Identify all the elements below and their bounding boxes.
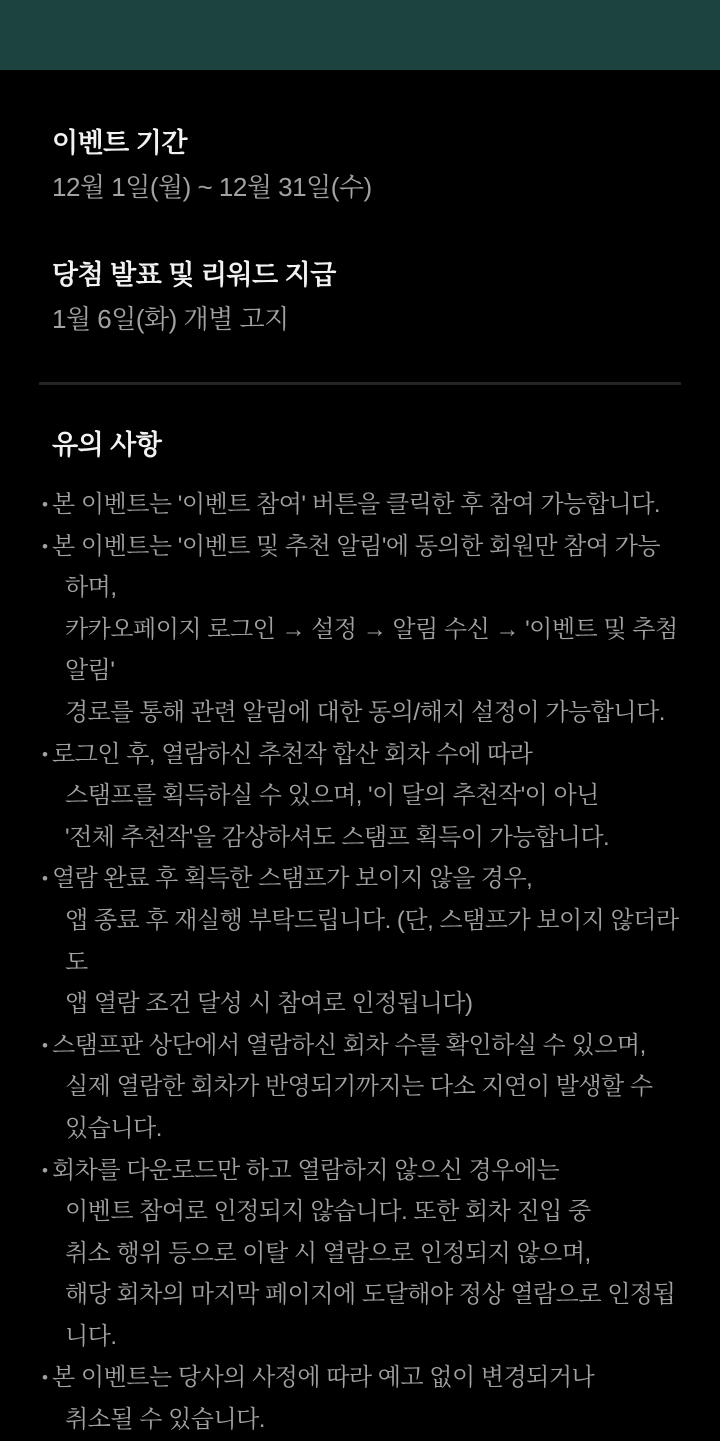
notice-item	[52, 1150, 682, 1358]
notices-list	[52, 484, 682, 1441]
notice-line: 취소 행위 등으로 이탈 시 열람으로 인정되지 않으며,	[65, 1239, 591, 1267]
notice-line: 본 이벤트는 '이벤트 참여' 버튼을 클릭한 후 참여 가능합니다.	[52, 491, 661, 518]
notice-line: 본 이벤트는 '이벤트 및 추천 알림'에 동의한 회원만 참여 가능하며,	[52, 532, 661, 602]
notice-line: 로그인 후, 열람하신 추천작 합산 회차 수에 따라	[52, 740, 533, 768]
notice-line: 실제 열람한 회차가 반영되기까지는 다소 지연이 발생할 수	[65, 1073, 653, 1101]
notice-item	[52, 1357, 682, 1440]
winner-announcement-title: 당첨 발표 및 리워드 지급	[52, 260, 336, 290]
notice-line: 앱 열람 조건 달성 시 참여로 인정됩니다)	[65, 990, 473, 1018]
notice-line: 카카오페이지 로그인 → 설정 → 알림 수신 → '이벤트 및 추첨 알림'	[65, 615, 678, 685]
event-period-value: 12월 1일(월) ~ 12월 31일(수)	[52, 172, 372, 202]
notice-line: '전체 추천작'을 감상하셔도 스탬프 획득이 가능합니다.	[65, 823, 610, 851]
event-banner-bottom-band	[0, 0, 720, 70]
notice-line: 열람 완료 후 획득한 스탬프가 보이지 않을 경우,	[52, 865, 533, 893]
notice-item	[52, 484, 682, 526]
winner-announcement-value: 1월 6일(화) 개별 고지	[52, 304, 289, 334]
notice-line: 본 이벤트는 당사의 사정에 따라 예고 없이 변경되거나	[52, 1364, 595, 1392]
notices-title: 유의 사항	[52, 430, 162, 460]
notice-line: 경로를 통해 관련 알림에 대한 동의/해지 설정이 가능합니다.	[65, 698, 665, 726]
notice-line: 이벤트 참여로 인정되지 않습니다. 또한 회차 진입 중	[65, 1198, 591, 1226]
notice-line: 스탬프판 상단에서 열람하신 회차 수를 확인하실 수 있으며,	[52, 1031, 646, 1059]
notice-line: 스탬프를 획득하실 수 있으며, '이 달의 추천작'이 아닌	[65, 782, 599, 810]
notice-item	[52, 734, 682, 859]
notice-item	[52, 1025, 682, 1150]
notice-line: 해당 회차의 마지막 페이지에 도달해야 정상 열람으로 인정됩니다.	[65, 1281, 676, 1350]
section-divider	[39, 382, 681, 385]
event-notice-body	[0, 130, 720, 332]
notice-item	[52, 858, 682, 1024]
notice-line: 회차를 다운로드만 하고 열람하지 않으신 경우에는	[52, 1156, 560, 1184]
notice-line: 앱 종료 후 재실행 부탁드립니다. (단, 스탬프가 보이지 않더라도	[65, 906, 679, 976]
notice-item	[52, 526, 682, 734]
notice-line: 있습니다.	[65, 1114, 162, 1142]
notice-line: 취소될 수 있습니다.	[65, 1406, 265, 1434]
event-period-title: 이벤트 기간	[52, 128, 187, 158]
